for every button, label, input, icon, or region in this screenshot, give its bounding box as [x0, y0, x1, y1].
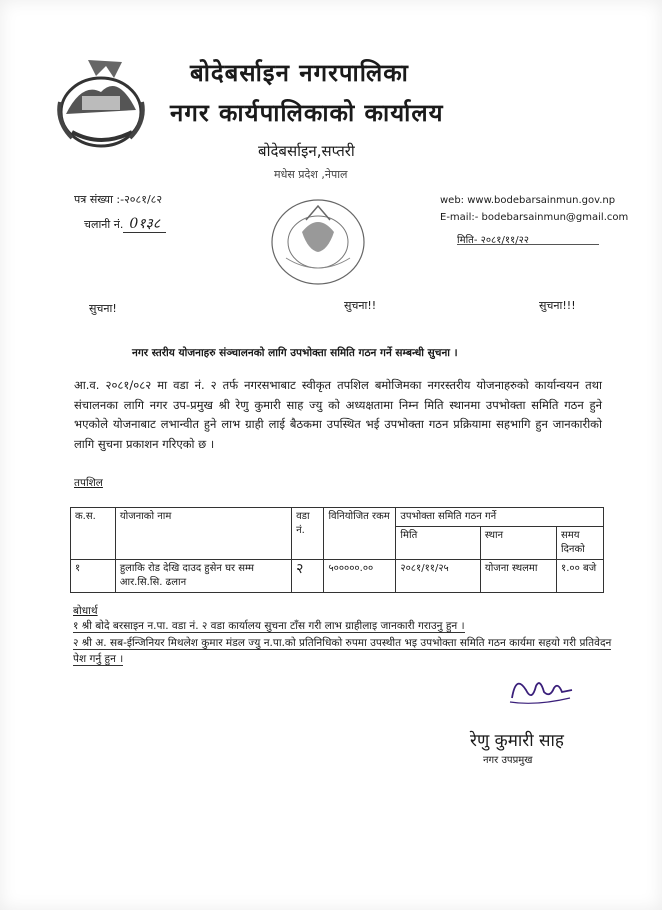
- municipality-name: बोदेबर्साइन नगरपालिका: [190, 59, 409, 87]
- cell-ward: २: [292, 560, 324, 593]
- cell-amount: ५०००००.००: [324, 560, 396, 593]
- bodhartha-item-2: [73, 635, 613, 667]
- signatory-title: नगर उपप्रमुख: [483, 755, 533, 766]
- table-row: [71, 560, 604, 593]
- date-underline: [457, 244, 599, 245]
- notice-subject: नगर स्तरीय योजनाहरु संञ्चालनको लागि उपभोक्ता समिति गठन गर्ने सम्बन्धी सुचना ।: [132, 347, 458, 359]
- header-ward: वडा नं.: [292, 508, 324, 560]
- handwritten-signature: [506, 668, 576, 708]
- cell-date: २०८१/११/२५: [396, 560, 480, 593]
- official-seal: [268, 192, 368, 288]
- project-table: [70, 507, 604, 593]
- bodhartha-item-1-text: १ श्री बोदे बरसाइन न.पा. वडा नं. २ वडा कार्यालय सुचना टाँस गरी लाभ ग्राहीलाइ जानकारी गराउनु हुन ।: [73, 620, 465, 632]
- notice-label-2: सुचना!!: [344, 299, 377, 312]
- header-date: मिति: [396, 527, 480, 560]
- signatory-name: रेणु कुमारी साह: [470, 731, 564, 751]
- header-amount: विनियोजित रकम: [324, 508, 396, 560]
- bodhartha-heading: बोधार्थ: [73, 605, 98, 617]
- cell-place: योजना स्थलमा: [480, 560, 556, 593]
- province-name: मधेस प्रदेश ,नेपाल: [274, 168, 348, 181]
- bodhartha-item-2-text: २ श्री अ. सब-ईन्जिनियर मिथलेश कुमार मंडल ज्यु न.पा.को प्रतिनिधिको रुपमा उपस्थीत भइ उपभोक्ता समिति गठन कार्यमा सहयो गरी प्रतिवेदन पेश गर्नु हुन ।: [73, 637, 612, 665]
- date: मिति- २०८१/११/२२: [457, 235, 529, 246]
- header-sn: क.स.: [71, 508, 116, 560]
- table-header-row: [71, 508, 604, 527]
- notice-label-3: सुचना!!!: [539, 299, 576, 312]
- header-project: योजनाको नाम: [115, 508, 291, 560]
- cell-project: हुलाकि रोड देखि दाउद हुसेन घर सम्म आर.सि.सि. ढलान: [115, 560, 291, 593]
- office-name: नगर कार्यपालिकाको कार्यालय: [170, 99, 444, 127]
- header-place: स्थान: [480, 527, 556, 560]
- dispatch-value: 0१३८: [123, 216, 166, 233]
- notice-body: आ.व. २०८१/०८२ मा वडा नं. २ तर्फ नगरसभाबाट स्वीकृत तपशिल बमोजिमका नगरस्तरीय योजनाहरुको कार्यान्वयन तथा संचालनका लागि नगर उप-प्रमुख श्री रेणु कुमारी साह ज्यु को अध्यक्षतामा निम्न मिति स्थानमा उपभोक्ता समिति गठन हुने भएकोले योजनाबाट लभान्वीत हुने लाभ ग्राही लाई बैठकमा उपस्थित भई उपभोक्ता गठन प्रक्रियामा सहभागि हुन जानकारीको लागि सुचना प्रकाशन गरिएको छ ।: [74, 378, 602, 451]
- header-time: समय दिनको: [557, 527, 604, 560]
- office-location: बोदेबर्साइन,सप्तरी: [258, 142, 355, 160]
- website: web: www.bodebarsainmun.gov.np: [440, 195, 616, 206]
- dispatch-label: चलानी नं.: [84, 218, 124, 231]
- dispatch-number: [84, 214, 166, 233]
- header-committee: उपभोक्ता समिति गठन गर्ने: [396, 508, 604, 527]
- letter-number: पत्र संख्या :-२०८१/८२: [74, 193, 163, 206]
- nepal-emblem-logo: [52, 52, 150, 150]
- table-caption: तपशिल: [74, 477, 103, 489]
- cell-time: १.०० बजे: [557, 560, 604, 593]
- bodhartha-item-1: [73, 619, 613, 633]
- email: E-mail:- bodebarsainmun@gmail.com: [440, 212, 629, 223]
- notice-label-1: सुचना!: [89, 302, 117, 315]
- cell-sn: १: [71, 560, 116, 593]
